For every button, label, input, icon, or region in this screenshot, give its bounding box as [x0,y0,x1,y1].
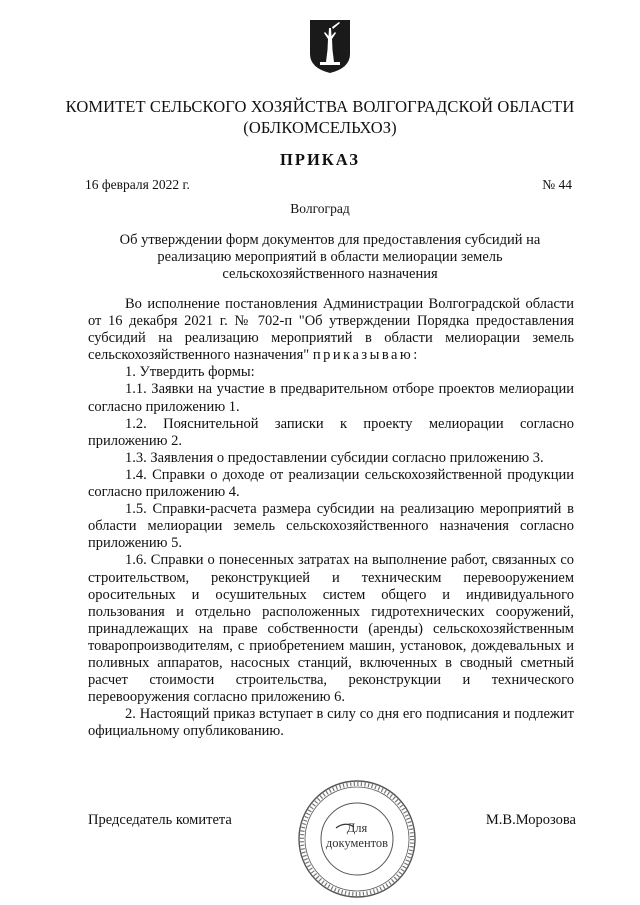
preamble-paragraph [88,296,574,364]
stamp-line-1: Для [346,821,368,835]
stamp-inscription [296,821,418,851]
org-title-line-1: КОМИТЕТ СЕЛЬСКОГО ХОЗЯЙСТВА ВОЛГОГРАДСКОЙ ОБЛАСТИ [65,97,575,116]
document-number: № 44 [542,177,572,192]
item-1-5: 1.5. Справки-расчета размера субсидии на реализацию мероприятий в области мелиорации земель сельскохозяйственного назначения согласно приложению 5. [88,501,574,552]
order-word: приказываю: [312,347,420,364]
org-title-line-2: (ОБЛКОМСЕЛЬХОЗ) [243,118,397,137]
item-1-4: 1.4. Справки о доходе от реализации сельскохозяйственной продукции согласно приложению 4. [88,466,574,501]
signer-title: Председатель комитета [88,812,232,828]
item-1: 1. Утвердить формы: [125,364,255,381]
item-1-2: 1.2. Пояснительной записки к проекту мелиорации согласно приложению 2. [88,415,574,449]
subject-line-2: реализацию мероприятий в области мелиорации земель [157,249,503,265]
stamp-line-2: документов [325,836,389,850]
document-subject [95,232,565,283]
document-city: Волгоград [290,201,350,216]
subject-line-3: сельскохозяйственного назначения [222,266,438,282]
volgograd-emblem-icon [308,18,352,74]
item-1-1: 1.1. Заявки на участие в предварительном отборе проектов мелиорации согласно приложению 1. [88,381,574,415]
item-2: 2. Настоящий приказ вступает в силу со дня его подписания и подлежит официальному опубликованию. [88,706,574,740]
document-type: ПРИКАЗ [280,150,360,169]
item-1-6: 1.6. Справки о понесенных затратах на выполнение работ, связанных со строительством, реконструкцией и техническим перевооружением оросительных и осушительных систем общего и индивидуального пользования и отдельно расположенных гидротехнических сооружений, принадлежащих на праве собственности (аренды) сельскохозяйственным товаропроизводителям, с приобретением машин, установок, дождевальных и поливных аппаратов, насосных станций, включенных в сводный сметный расчет стоимости строительства, реконструкции и технического перевооружения согласно приложению 6. [88,552,574,706]
preamble-text: Во исполнение постановления Администрации Волгоградской области от 16 декабря 2021 г. № 702-п "Об утверждении Порядка предоставления субсидий на реализацию мероприятий в области мелиорации земель сельскохозяйственного назначения" [88,296,574,364]
document-body [88,296,574,740]
subject-line-1: Об утверждении форм документов для предоставления субсидий на [119,232,541,248]
signer-name: М.В.Морозова [485,812,576,828]
document-date: 16 февраля 2022 г. [85,177,190,192]
item-1-3: 1.3. Заявления о предоставлении субсидии согласно приложению 3. [125,449,544,466]
organization-title [40,96,600,138]
